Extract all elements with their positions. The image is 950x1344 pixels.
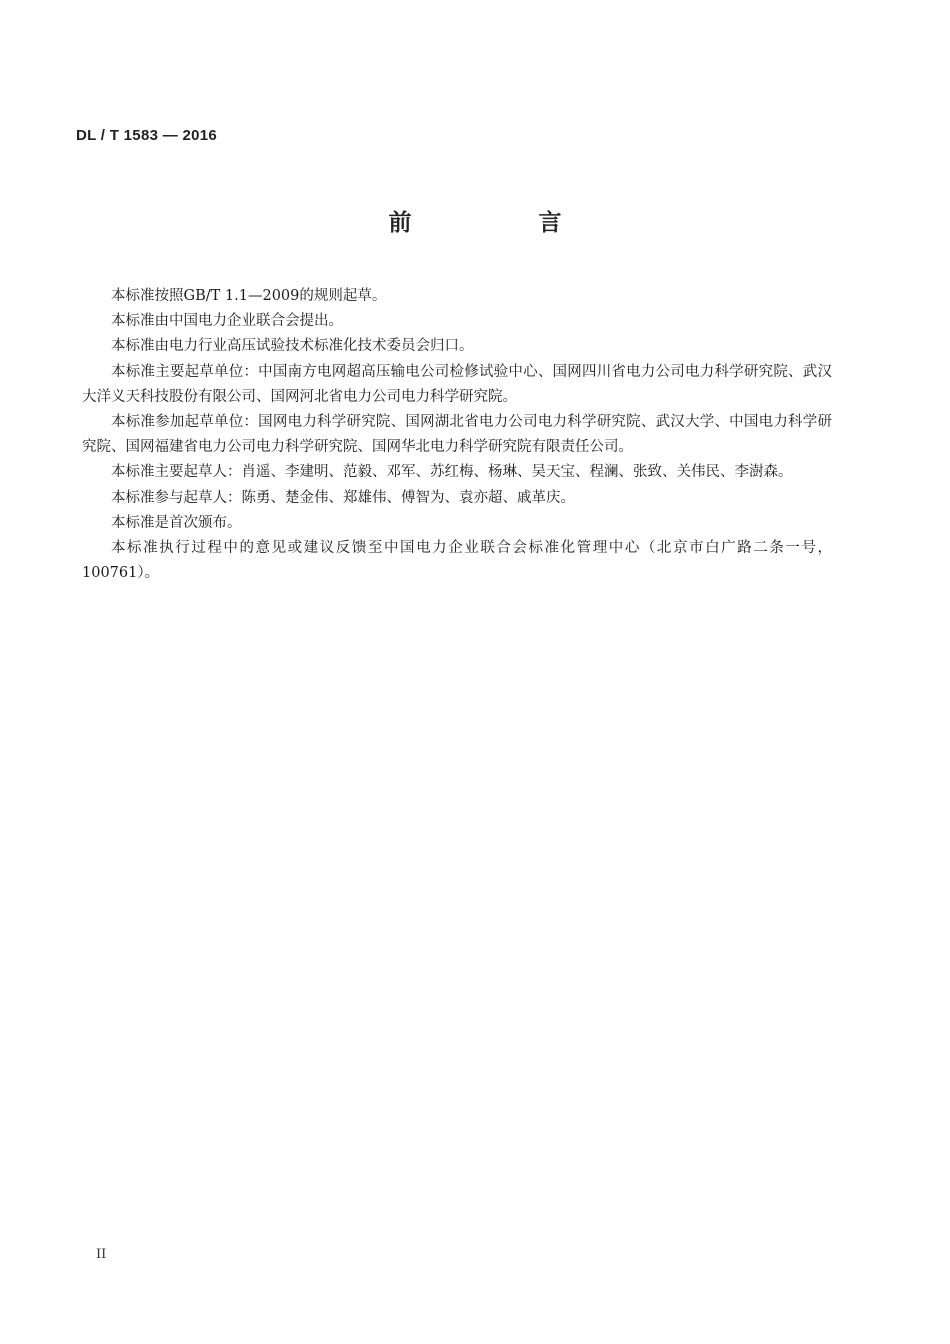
paragraph-participating-units: 本标准参加起草单位：国网电力科学研究院、国网湖北省电力公司电力科学研究院、武汉大学、中国电力科学研究院、国网福建省电力公司电力科学研究院、国网华北电力科学研究院有限责任公司。 (82, 414, 832, 456)
paragraph-participating-drafters: 本标准参与起草人：陈勇、楚金伟、郑雄伟、傅智为、袁亦超、戚革庆。 (111, 489, 575, 506)
page-number: II (96, 1247, 107, 1262)
document-code: DL / T 1583 — 2016 (76, 127, 218, 144)
paragraph-feedback: 本标准执行过程中的意见或建议反馈至中国电力企业联合会标准化管理中心（北京市白广路二条一号，100761）。 (82, 540, 832, 582)
paragraph-main-drafters: 本标准主要起草人：肖遥、李建明、范毅、邓军、苏红梅、杨琳、吴天宝、程澜、张致、关伟民、李澍森。 (111, 464, 793, 481)
paragraph-administrator: 本标准由电力行业高压试验技术标准化技术委员会归口。 (111, 338, 474, 355)
paragraph-proposer: 本标准由中国电力企业联合会提出。 (111, 313, 343, 330)
page-title: 前 言 (388, 210, 614, 236)
paragraph-first-release: 本标准是首次颁布。 (111, 514, 242, 531)
paragraph-main-drafting-units: 本标准主要起草单位：中国南方电网超高压输电公司检修试验中心、国网四川省电力公司电力科学研究院、武汉大洋义天科技股份有限公司、国网河北省电力公司电力科学研究院。 (82, 363, 832, 405)
foreword-body (82, 284, 832, 586)
paragraph-drafting-rules: 本标准按照GB/T 1.1—2009的规则起草。 (111, 288, 387, 304)
